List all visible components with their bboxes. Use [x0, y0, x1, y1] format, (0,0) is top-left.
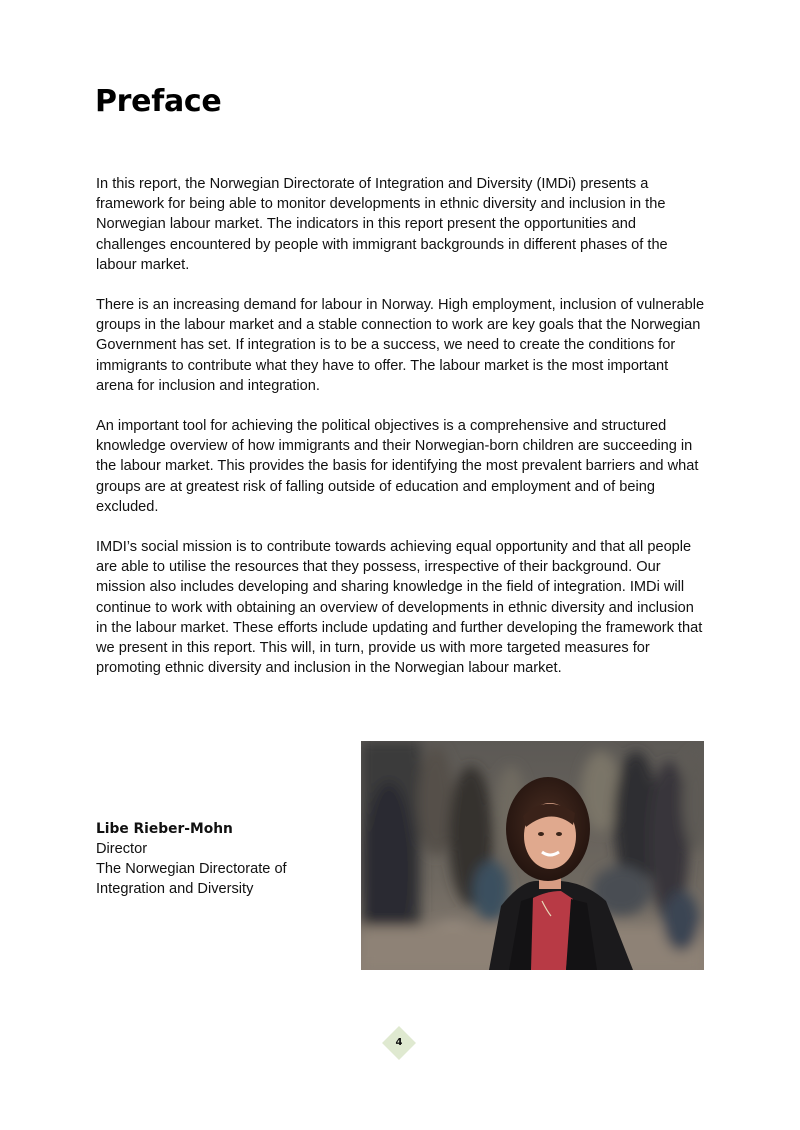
page-title: Preface: [95, 84, 222, 119]
paragraph: An important tool for achieving the political objectives is a comprehensive and structured knowledge overview of how immigrants and their Norwegian-born children are succeeding in the labour market. This provides the basis for identifying the most prevalent barriers and what groups are at greatest risk of falling outside of education and employment and of being excluded.: [96, 418, 699, 515]
preface-body: [96, 174, 708, 698]
signatory-organization-line-1: The Norwegian Directorate of: [96, 861, 287, 877]
signatory-name: Libe Rieber-Mohn: [96, 821, 233, 837]
page-number-badge: [382, 1026, 416, 1060]
paragraph: There is an increasing demand for labour in Norway. High employment, inclusion of vulnerable groups in the labour market and a stable connection to work are key goals that the Norwegian Government has set. If integration is to be a success, we need to create the conditions for immigrants to contribute what they have to offer. The labour market is the most important arena for inclusion and integration.: [96, 297, 705, 394]
paragraph: IMDI’s social mission is to contribute towards achieving equal opportunity and that all people are able to utilise the resources that they possess, irrespective of their background. Our mission also includes developing and sharing knowledge in the field of integration. IMDi will continue to work with obtaining an overview of developments in ethnic diversity and inclusion in the labour market. These efforts include updating and further developing the framework that we present in this report. This will, in turn, provide us with more targeted measures for promoting ethnic diversity and inclusion in the Norwegian labour market.: [96, 539, 703, 677]
signatory-organization-line-2: Integration and Diversity: [96, 881, 254, 897]
paragraph: In this report, the Norwegian Directorate of Integration and Diversity (IMDi) presents a framework for being able to monitor developments in ethnic diversity and inclusion in the Norwegian labour market. The indicators in this report present the opportunities and challenges encountered by people with immigrant backgrounds in different phases of the labour market.: [96, 176, 668, 273]
signatory-role: Director: [96, 841, 148, 857]
director-portrait-photo: [361, 741, 704, 970]
signature-block: [96, 819, 336, 899]
page-number: 4: [395, 1037, 403, 1048]
